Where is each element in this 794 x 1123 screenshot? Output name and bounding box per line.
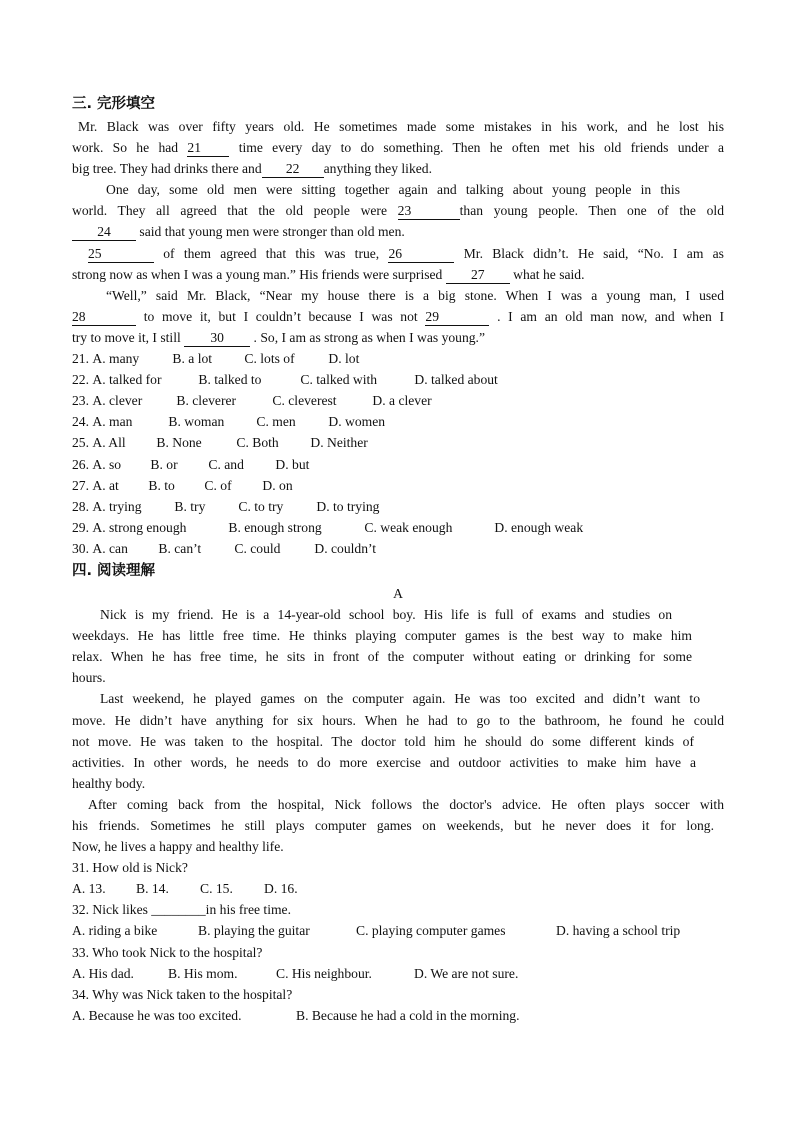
option-d: D. but bbox=[275, 456, 310, 472]
passage-text: . So, I am as strong as when I was young.” bbox=[250, 329, 485, 345]
reading-questions bbox=[72, 857, 724, 1026]
passage-line: Nick is my friend. He is a 14-year-old school boy. His life is full of exams and studies on bbox=[100, 607, 672, 623]
option-b: B. can’t bbox=[158, 540, 202, 556]
cloze-line bbox=[72, 306, 724, 327]
blank-28: 28 bbox=[72, 309, 136, 326]
passage-text: “Well,” said Mr. Black, “Near my house there is a big stone. When I was a young man, I used bbox=[106, 287, 724, 303]
question-34-stem: 34. Why was Nick taken to the hospital? bbox=[72, 986, 293, 1002]
cloze-questions bbox=[72, 348, 724, 559]
cloze-passage bbox=[72, 116, 724, 348]
option-b: B. or bbox=[150, 456, 178, 472]
option-c: C. talked with bbox=[300, 372, 378, 388]
passage-text: anything they liked. bbox=[323, 161, 432, 177]
option-d: D. 16. bbox=[264, 881, 298, 897]
blank-30: 30 bbox=[184, 330, 250, 347]
question-number: 27. bbox=[72, 477, 89, 493]
option-a: A. trying bbox=[92, 498, 142, 514]
option-c: C. playing computer games bbox=[356, 923, 506, 939]
cloze-line bbox=[72, 264, 724, 285]
passage-text: Mr. Black was over fifty years old. He sometimes made some mistakes in his work, and he lost his bbox=[78, 119, 724, 134]
cloze-line bbox=[72, 158, 724, 179]
option-a: A. 13. bbox=[72, 881, 106, 897]
option-a: A. many bbox=[92, 351, 140, 367]
passage-text: said that young men were stronger than old men. bbox=[136, 224, 405, 240]
option-c: C. of bbox=[204, 477, 232, 493]
question-25 bbox=[72, 432, 724, 453]
passage-line: his friends. Sometimes he still plays computer games on weekends, but he never does it for long. bbox=[72, 818, 714, 833]
passage-text: strong now as when I was a young man.” His friends were surprised bbox=[72, 266, 446, 282]
worksheet-page bbox=[72, 92, 724, 1026]
option-a: A. at bbox=[92, 477, 119, 493]
option-b: B. 14. bbox=[136, 881, 169, 897]
option-c: C. weak enough bbox=[364, 519, 453, 535]
question-27 bbox=[72, 475, 724, 496]
passage-text: than young people. Then one of the old bbox=[459, 203, 724, 219]
option-b: B. try bbox=[174, 498, 206, 514]
question-33-options bbox=[72, 963, 724, 984]
question-34-options bbox=[72, 1005, 724, 1026]
passage-line: healthy body. bbox=[72, 775, 146, 791]
question-number: 25. bbox=[72, 435, 89, 451]
blank-25: 25 bbox=[88, 246, 154, 263]
option-d: D. We are not sure. bbox=[414, 965, 519, 981]
passage-line: move. He didn’t have anything for six hours. When he had to go to the bathroom, he found he could bbox=[72, 712, 724, 728]
question-29 bbox=[72, 517, 724, 538]
section-heading-cloze: 三. 完形填空 bbox=[72, 96, 156, 112]
option-c: C. to try bbox=[238, 498, 284, 514]
option-a: A. His dad. bbox=[72, 965, 134, 981]
option-c: C. could bbox=[234, 540, 281, 556]
cloze-line bbox=[72, 285, 724, 306]
question-32-options bbox=[72, 920, 724, 941]
blank-29: 29 bbox=[425, 309, 489, 326]
option-d: D. talked about bbox=[414, 372, 498, 388]
option-d: D. having a school trip bbox=[556, 923, 681, 939]
blank-22: 22 bbox=[262, 161, 324, 178]
question-26 bbox=[72, 454, 724, 475]
passage-text: . I am an old man now, and when I bbox=[489, 308, 724, 324]
option-a: A. man bbox=[92, 414, 133, 430]
reading-passage bbox=[72, 604, 724, 857]
option-b: B. playing the guitar bbox=[198, 923, 310, 939]
question-number: 30. bbox=[72, 540, 89, 556]
question-32-stem bbox=[72, 899, 724, 920]
passage-text: time every day to do something. Then he often met his old friends under a bbox=[229, 140, 724, 156]
option-d: D. lot bbox=[328, 351, 360, 367]
option-a: A. strong enough bbox=[92, 519, 187, 535]
passage-text: Mr. Black didn’t. He said, “No. I am as bbox=[454, 245, 724, 261]
cloze-line bbox=[72, 137, 724, 158]
passage-line: After coming back from the hospital, Nick follows the doctor's advice. He often plays soccer with bbox=[88, 796, 724, 812]
passage-text: to move it, but I couldn’t because I was not bbox=[136, 308, 426, 324]
cloze-line bbox=[72, 200, 724, 221]
question-number: 21. bbox=[72, 351, 89, 367]
passage-label: A bbox=[393, 585, 403, 601]
option-d: D. a clever bbox=[372, 393, 432, 409]
section-heading-reading: 四. 阅读理解 bbox=[72, 562, 156, 579]
option-d: D. women bbox=[328, 414, 386, 430]
question-text: 32. Nick likes bbox=[72, 902, 152, 918]
option-d: D. on bbox=[262, 477, 293, 493]
question-24 bbox=[72, 411, 724, 432]
blank-23: 23 bbox=[398, 203, 460, 220]
option-b: B. talked to bbox=[198, 372, 262, 388]
passage-text: try to move it, I still bbox=[72, 329, 185, 345]
option-a: A. All bbox=[92, 435, 126, 451]
passage-line: relax. When he has free time, he sits in front of the computer without eating or drinking for some bbox=[72, 649, 692, 665]
option-a: A. talked for bbox=[92, 372, 162, 388]
option-b: B. woman bbox=[168, 414, 225, 430]
passage-text: world. They all agreed that the old people were bbox=[72, 203, 398, 219]
option-d: D. to trying bbox=[316, 498, 380, 514]
option-a: A. riding a bike bbox=[72, 923, 158, 939]
passage-text: work. So he had bbox=[72, 140, 188, 156]
cloze-line bbox=[72, 179, 724, 200]
question-number: 26. bbox=[72, 456, 89, 472]
question-number: 28. bbox=[72, 498, 89, 514]
passage-line: Last weekend, he played games on the computer again. He was too excited and didn’t want to bbox=[100, 691, 700, 707]
passage-line: activities. In other words, he needs to do more exercise and outdoor activities to make him have a bbox=[72, 754, 696, 770]
cloze-line bbox=[72, 221, 724, 242]
blank-24: 24 bbox=[72, 224, 136, 241]
passage-text: big tree. They had drinks there and bbox=[72, 161, 262, 177]
option-c: C. 15. bbox=[200, 881, 233, 897]
cloze-line bbox=[72, 116, 724, 137]
option-c: C. and bbox=[208, 456, 244, 472]
option-a: A. Because he was too excited. bbox=[72, 1007, 242, 1023]
option-c: C. men bbox=[256, 414, 296, 430]
question-33-stem: 33. Who took Nick to the hospital? bbox=[72, 944, 263, 960]
answer-blank: ________ bbox=[151, 902, 206, 918]
option-b: B. enough strong bbox=[228, 519, 322, 535]
option-c: C. His neighbour. bbox=[276, 965, 372, 981]
option-b: B. to bbox=[148, 477, 175, 493]
option-d: D. enough weak bbox=[494, 519, 584, 535]
option-c: C. cleverest bbox=[272, 393, 337, 409]
passage-line: hours. bbox=[72, 670, 106, 686]
option-a: A. clever bbox=[92, 393, 143, 409]
option-b: B. a lot bbox=[172, 351, 213, 367]
question-31-options bbox=[72, 878, 724, 899]
question-30 bbox=[72, 538, 724, 559]
passage-line: not move. He was taken to the hospital. The doctor told him he should do some different kinds of bbox=[72, 733, 694, 749]
option-b: B. cleverer bbox=[176, 393, 237, 409]
passage-text: what he said. bbox=[509, 266, 585, 282]
option-c: C. Both bbox=[236, 435, 279, 451]
passage-text: of them agreed that this was true, bbox=[154, 245, 389, 261]
option-d: D. Neither bbox=[310, 435, 368, 451]
option-d: D. couldn’t bbox=[314, 540, 377, 556]
question-text: in his free time. bbox=[205, 902, 291, 918]
question-23 bbox=[72, 390, 724, 411]
question-28 bbox=[72, 496, 724, 517]
option-c: C. lots of bbox=[244, 351, 295, 367]
option-b: B. His mom. bbox=[168, 965, 238, 981]
question-number: 22. bbox=[72, 372, 89, 388]
question-number: 23. bbox=[72, 393, 89, 409]
option-a: A. so bbox=[92, 456, 122, 472]
option-b: B. Because he had a cold in the morning. bbox=[296, 1007, 520, 1023]
blank-26: 26 bbox=[388, 246, 454, 263]
passage-line: Now, he lives a happy and healthy life. bbox=[72, 839, 284, 855]
passage-text: One day, some old men were sitting together again and talking about young people in this bbox=[106, 182, 680, 198]
question-22 bbox=[72, 369, 724, 390]
question-31-stem: 31. How old is Nick? bbox=[72, 860, 188, 876]
cloze-line bbox=[72, 327, 724, 348]
question-21 bbox=[72, 348, 724, 369]
cloze-line bbox=[72, 243, 724, 264]
option-b: B. None bbox=[156, 435, 202, 451]
blank-27: 27 bbox=[446, 267, 510, 284]
question-number: 29. bbox=[72, 519, 89, 535]
passage-line: weekdays. He has little free time. He thinks playing computer games is the best way to make him bbox=[72, 628, 692, 644]
option-a: A. can bbox=[92, 540, 128, 556]
blank-21: 21 bbox=[187, 140, 229, 157]
question-number: 24. bbox=[72, 414, 89, 430]
